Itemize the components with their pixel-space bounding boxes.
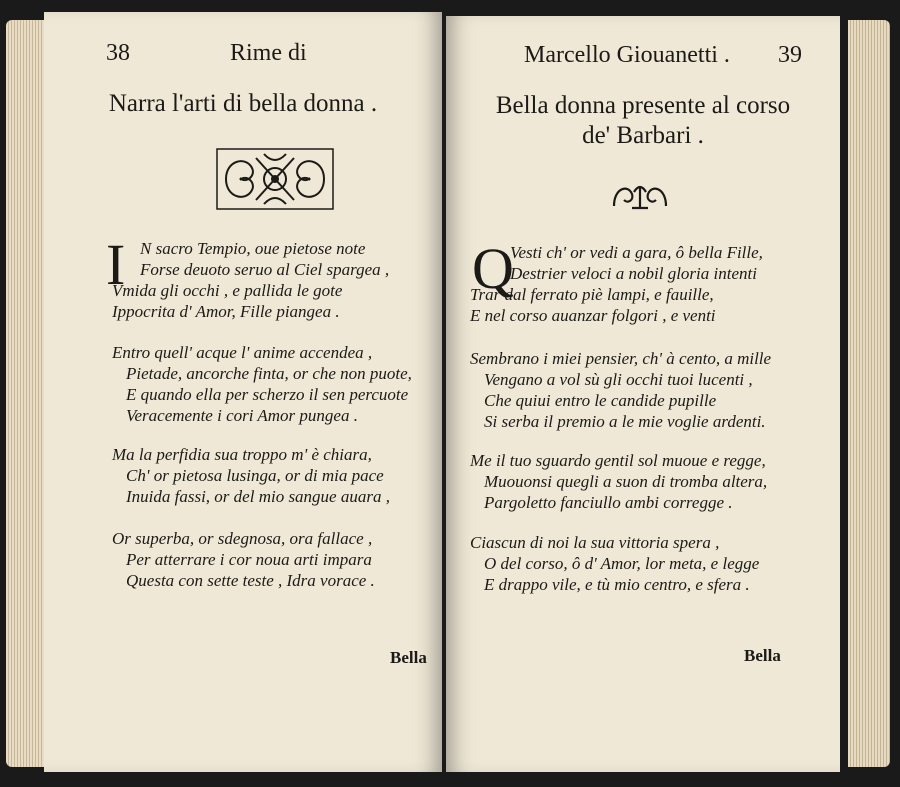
- verse-line: Ma la perfidia sua troppo m' è chiara,: [112, 445, 372, 464]
- verse-line: E drappo vile, e tù mio centro, e sfera .: [484, 575, 750, 594]
- verse-line: Inuida fassi, or del mio sangue auara ,: [126, 487, 390, 506]
- verse-line: Trar dal ferrato piè lampi, e fauille,: [470, 285, 714, 304]
- verse-line: Pargoletto fanciullo ambi corregge .: [484, 493, 733, 512]
- verse-line: Si serba il premio a le mie voglie ardenti.: [484, 412, 766, 431]
- left-page-edges: [6, 20, 46, 767]
- poem-title: Narra l'arti di bella donna .: [108, 90, 378, 117]
- stanza: [112, 528, 375, 591]
- verse-line: Ippocrita d' Amor, Fille piangea .: [112, 302, 340, 321]
- stanza: [112, 342, 412, 426]
- stanza: [470, 348, 771, 432]
- verse-line: Ch' or pietosa lusinga, or di mia pace: [126, 466, 384, 485]
- verse-line: Or superba, or sdegnosa, ora fallace ,: [112, 529, 373, 548]
- verse-line: Che quiui entro le candide pupille: [484, 391, 717, 410]
- verse-line: Forse deuoto seruo al Ciel spargea ,: [140, 260, 390, 279]
- verse-line: Questa con sette teste , Idra vorace .: [126, 571, 375, 590]
- right-page: [446, 16, 840, 772]
- verse-line: Destrier veloci a nobil gloria intenti: [510, 264, 757, 283]
- stanza: [470, 532, 759, 595]
- verse-line: Pietade, ancorche finta, or che non puote,: [126, 364, 412, 383]
- running-head: Marcello Giouanetti .: [524, 42, 730, 68]
- catchword: Bella: [390, 648, 427, 667]
- drop-cap: I: [106, 232, 126, 297]
- stanza: [470, 450, 767, 513]
- page-number: 38: [106, 40, 130, 66]
- stanza: [470, 236, 763, 326]
- catchword: Bella: [744, 646, 781, 665]
- verse-line: N sacro Tempio, oue pietose note: [140, 239, 366, 258]
- fleuron-ornament-icon: [610, 180, 670, 212]
- drop-cap: Q: [472, 236, 514, 301]
- right-page-edges: [848, 20, 890, 767]
- stanza: [112, 238, 389, 322]
- stanza: [112, 444, 390, 507]
- verse-line: Me il tuo sguardo gentil sol muoue e regge,: [470, 451, 766, 470]
- poem-title: Bella donna presente al corso: [495, 92, 791, 119]
- verse-line: Vmida gli occhi , e pallida le gote: [112, 281, 343, 300]
- verse-line: Veracemente i cori Amor pungea .: [126, 406, 358, 425]
- poem-title-line2: de' Barbari .: [582, 122, 704, 149]
- verse-line: E nel corso auanzar folgori , e venti: [470, 306, 716, 325]
- verse-line: O del corso, ô d' Amor, lor meta, e legge: [484, 554, 760, 573]
- verse-line: Ciascun di noi la sua vittoria spera ,: [470, 533, 720, 552]
- verse-line: E quando ella per scherzo il sen percuote: [126, 385, 409, 404]
- verse-line: Entro quell' acque l' anime accendea ,: [112, 343, 373, 362]
- verse-line: Vesti ch' or vedi a gara, ô bella Fille,: [510, 243, 763, 262]
- verse-line: Per atterrare i cor noua arti impara: [126, 550, 372, 569]
- left-page: [44, 12, 442, 772]
- verse-line: Muouonsi quegli a suon di tromba altera,: [484, 472, 768, 491]
- verse-line: Vengano a vol sù gli occhi tuoi lucenti ,: [484, 370, 753, 389]
- page-number: 39: [778, 42, 802, 68]
- running-head: Rime di: [230, 40, 307, 66]
- verse-line: Sembrano i miei pensier, ch' à cento, a mille: [470, 349, 772, 368]
- fleuron-ornament-icon: [216, 148, 334, 210]
